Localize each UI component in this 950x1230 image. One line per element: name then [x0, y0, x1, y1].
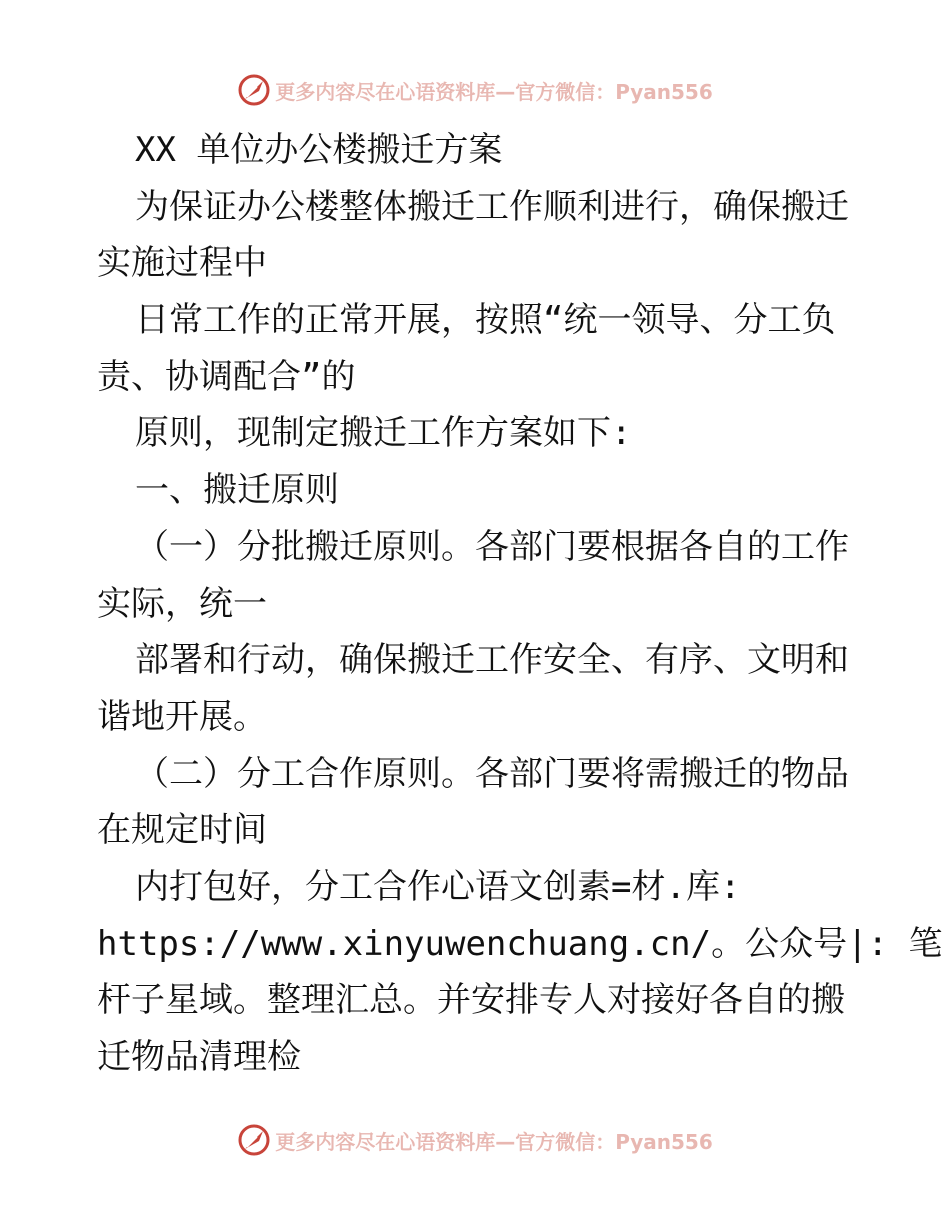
- footer-watermark: [0, 1120, 950, 1160]
- watermark-text: 更多内容尽在心语资料库—官方微信：Pyan556: [275, 1129, 713, 1154]
- paragraph-line: （二）分工合作原则。各部门要将需搬迁的物品: [135, 753, 849, 794]
- paragraph-line: 为保证办公楼整体搬迁工作顺利进行，确保搬迁: [135, 186, 849, 227]
- document-title: XX 单位办公楼搬迁方案: [135, 130, 503, 170]
- paragraph-line: 日常工作的正常开展，按照“统一领导、分工负: [135, 300, 836, 341]
- paragraph-line: 实施过程中: [97, 243, 267, 284]
- paragraph-line: 在规定时间: [97, 810, 267, 851]
- paragraph-line: 实际，统一: [97, 583, 267, 624]
- document-body: [97, 122, 943, 1086]
- paragraph-line: 杆子星域。整理汇总。并安排专人对接好各自的搬: [97, 980, 845, 1021]
- paragraph-line: 部署和行动，确保搬迁工作安全、有序、文明和: [135, 640, 849, 681]
- header-watermark: [0, 70, 950, 110]
- quill-logo-icon: [237, 73, 271, 107]
- paragraph-line: 原则，现制定搬迁工作方案如下:: [135, 413, 632, 454]
- quill-logo-icon: [237, 1123, 271, 1157]
- paragraph-line: 责、协调配合”的: [97, 356, 356, 397]
- paragraph-line: 迁物品清理检: [97, 1037, 301, 1077]
- paragraph-line: 内打包好，分工合作心语文创素=材.库:: [135, 866, 741, 907]
- paragraph-line: https://www.xinyuwenchuang.cn/。公众号|: 笔: [97, 923, 943, 964]
- section-heading: 一、搬迁原则: [135, 470, 339, 511]
- watermark-text: 更多内容尽在心语资料库—官方微信：Pyan556: [275, 79, 713, 104]
- paragraph-line: 谐地开展。: [97, 696, 267, 737]
- paragraph-line: （一）分批搬迁原则。各部门要根据各自的工作: [135, 526, 849, 567]
